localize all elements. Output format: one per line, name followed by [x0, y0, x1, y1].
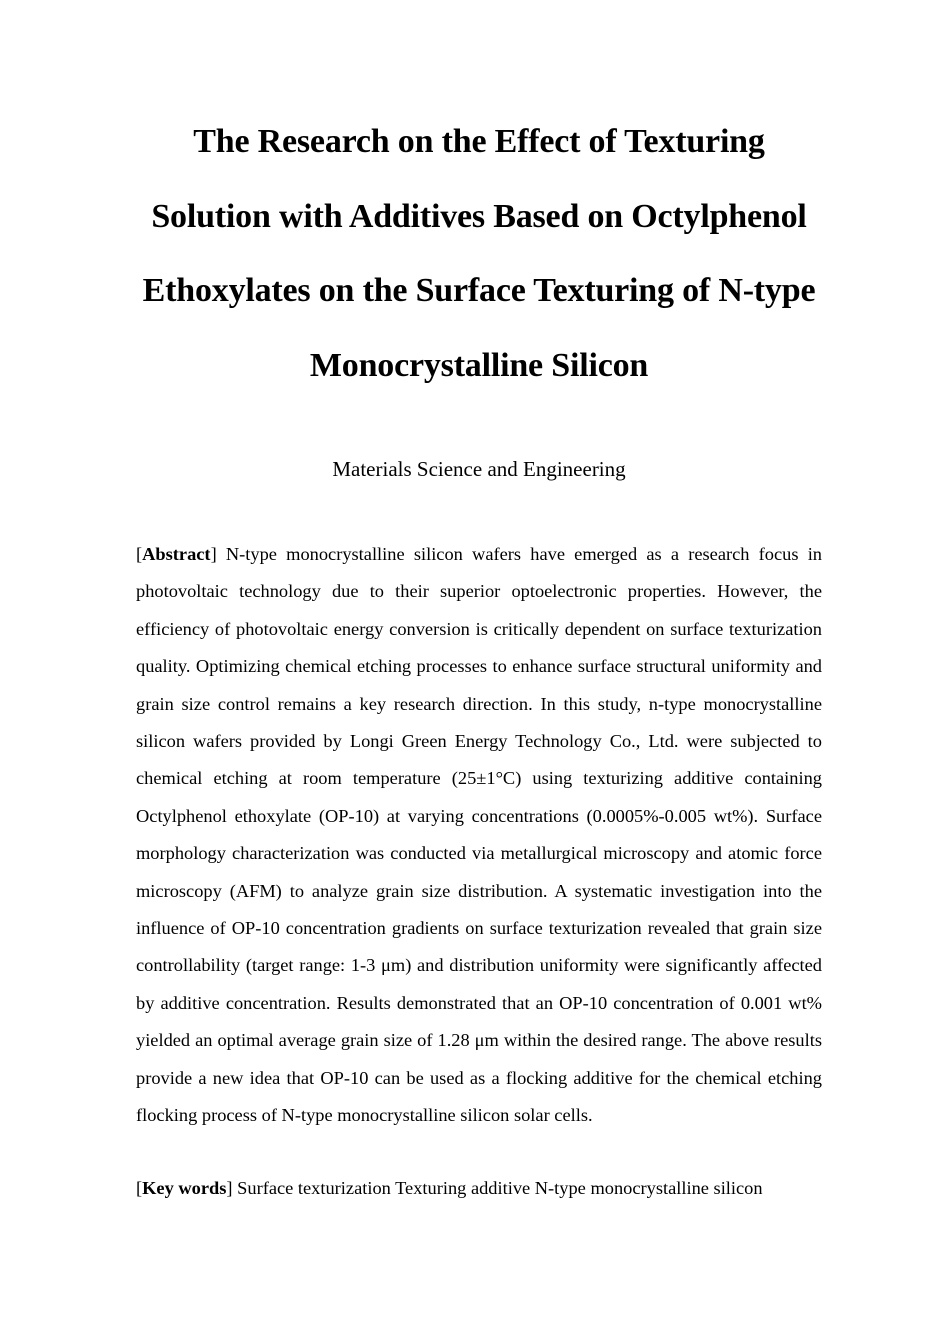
- abstract-label: Abstract: [142, 544, 211, 564]
- keywords-close-bracket: ]: [226, 1178, 233, 1198]
- abstract-paragraph: [136, 536, 822, 1135]
- abstract-text: N-type monocrystalline silicon wafers have emerged as a research focus in photovoltaic technology due to their superior optoelectronic properties. However, the efficiency of photovoltaic energy conversion is critically dependent on surface texturization quality. Optimizing chemical etching processes to enhance surface structural uniformity and grain size control remains a key research direction. In this study, n-type monocrystalline silicon wafers provided by Longi Green Energy Technology Co., Ltd. were subjected to chemical etching at room temperature (25±1°C) using texturizing additive containing Octylphenol ethoxylate (OP-10) at varying concentrations (0.0005%-0.005 wt%). Surface morphology characterization was conducted via metallurgical microscopy and atomic force microscopy (AFM) to analyze grain size distribution. A systematic investigation into the influence of OP-10 concentration gradients on surface texturization revealed that grain size controllability (target range: 1-3 μm) and distribution uniformity were significantly affected by additive concentration. Results demonstrated that an OP-10 concentration of 0.001 wt% yielded an optimal average grain size of 1.28 μm within the desired range. The above results provide a new idea that OP-10 can be used as a flocking additive for the chemical etching flocking process of N-type monocrystalline silicon solar cells.: [136, 544, 822, 1126]
- keywords-text: Surface texturization Texturing additive N-type monocrystalline silicon: [232, 1178, 763, 1198]
- keywords-open-bracket: [: [136, 1178, 143, 1198]
- paper-subject: Materials Science and Engineering: [332, 457, 626, 481]
- keywords-label: Key words: [142, 1178, 227, 1198]
- abstract-close-bracket: ]: [210, 544, 217, 564]
- paper-title: The Research on the Effect of Texturing Solution with Additives Based on Octylphenol Ethoxylates on the Surface Texturing of N-type Monocrystalline Silicon: [142, 123, 816, 385]
- keywords-paragraph: [136, 1170, 822, 1207]
- abstract-open-bracket: [: [136, 544, 143, 564]
